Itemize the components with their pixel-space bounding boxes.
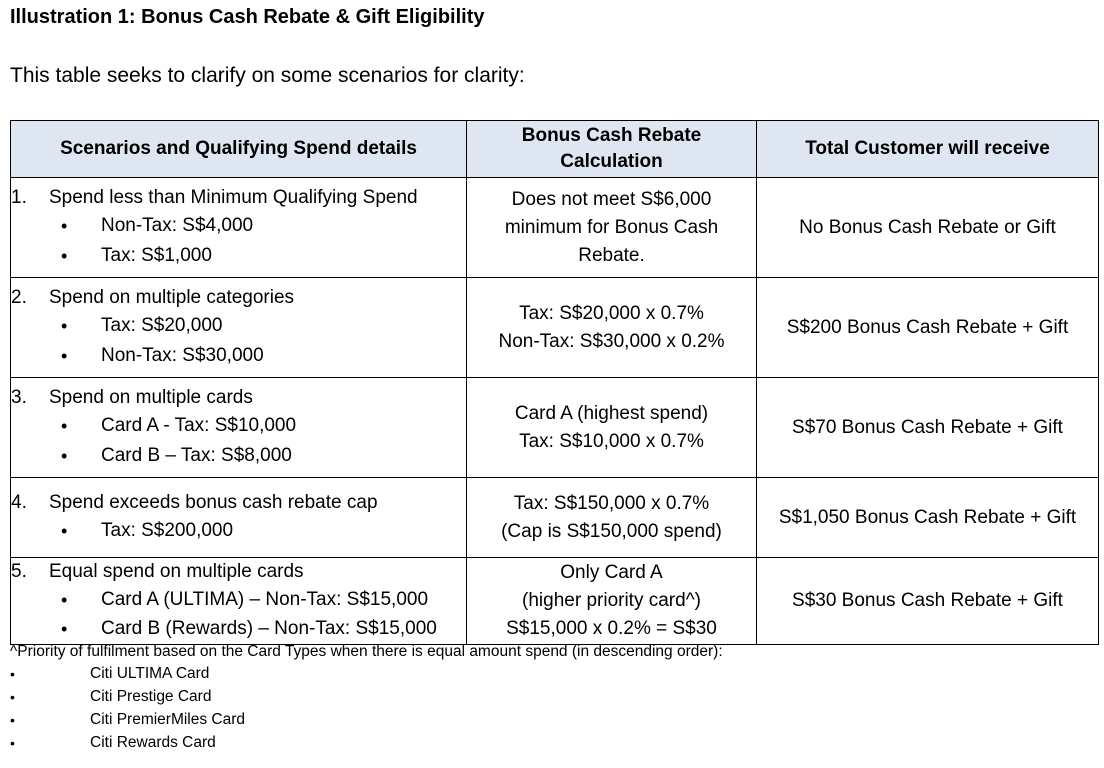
calculation-line: (higher priority card^) xyxy=(522,590,701,611)
calculation-line: Only Card A xyxy=(560,562,663,583)
calculation-line: Card A (highest spend) xyxy=(514,402,709,424)
scenario-number: 4. xyxy=(11,491,27,513)
header-calculation xyxy=(467,121,757,178)
calculation-cell xyxy=(467,478,757,558)
scenario-title: Spend on multiple cards xyxy=(49,386,253,408)
header-calc-line: Bonus Cash Rebate xyxy=(521,125,702,146)
scenario-title: Equal spend on multiple cards xyxy=(49,561,304,582)
bullet-icon xyxy=(11,412,101,442)
calculation-line: Tax: S$150,000 x 0.7% xyxy=(513,492,710,514)
scenario-cell xyxy=(11,558,467,645)
calculation-cell xyxy=(467,278,757,378)
scenario-bullet: Non-Tax: S$30,000 xyxy=(101,344,264,366)
intro-text: This table seeks to clarify on some scenarios for clarity: xyxy=(10,64,525,87)
footnote xyxy=(10,641,723,755)
scenario-bullet: Card A - Tax: S$10,000 xyxy=(101,415,297,437)
scenario-bullet: Tax: S$1,000 xyxy=(101,244,212,266)
bullet-icon xyxy=(11,212,101,242)
calculation-line: Tax: S$20,000 x 0.7% xyxy=(519,302,704,324)
list-item xyxy=(10,686,723,709)
calculation-cell xyxy=(467,558,757,645)
bullet-icon xyxy=(10,709,90,732)
header-calc-line: Calculation xyxy=(560,151,663,172)
table-row xyxy=(11,478,1099,558)
list-item xyxy=(10,663,723,686)
total-cell: S$200 Bonus Cash Rebate + Gift xyxy=(757,278,1099,378)
scenario-title: Spend on multiple categories xyxy=(49,286,295,308)
bullet-icon xyxy=(11,242,101,272)
scenario-title: Spend exceeds bonus cash rebate cap xyxy=(49,491,378,513)
scenarios-table xyxy=(10,120,1099,645)
scenario-cell xyxy=(11,478,467,558)
footnote-text: ^Priority of fulfilment based on the Card Types when there is equal amount spend (in descending order): xyxy=(10,643,723,660)
card-type-label: Citi Prestige Card xyxy=(90,688,212,705)
table-header-row xyxy=(11,121,1099,178)
table-row xyxy=(11,178,1099,278)
total-cell: S$1,050 Bonus Cash Rebate + Gift xyxy=(757,478,1099,558)
scenario-number: 3. xyxy=(11,386,27,408)
calculation-line: Does not meet S$6,000 xyxy=(511,188,712,210)
calculation-line: minimum for Bonus Cash xyxy=(504,216,719,238)
scenario-cell xyxy=(11,378,467,478)
scenario-cell xyxy=(11,278,467,378)
bullet-icon xyxy=(11,342,101,372)
table-row xyxy=(11,378,1099,478)
bullet-icon xyxy=(11,517,101,547)
list-item xyxy=(10,732,723,755)
bullet-icon xyxy=(11,442,101,472)
calculation-line: Non-Tax: S$30,000 x 0.2% xyxy=(498,330,725,352)
scenario-bullet: Card A (ULTIMA) – Non-Tax: S$15,000 xyxy=(101,589,429,610)
scenario-bullet: Non-Tax: S$4,000 xyxy=(101,215,254,237)
list-item xyxy=(10,709,723,732)
page-title: Illustration 1: Bonus Cash Rebate & Gift Eligibility xyxy=(10,6,485,28)
scenario-number: 5. xyxy=(11,561,27,582)
header-scenario: Scenarios and Qualifying Spend details xyxy=(11,121,467,178)
table-row xyxy=(11,278,1099,378)
bullet-icon xyxy=(10,732,90,755)
calculation-line: Rebate. xyxy=(578,244,645,266)
bullet-icon xyxy=(11,615,101,644)
card-type-label: Citi ULTIMA Card xyxy=(90,665,210,682)
total-cell: No Bonus Cash Rebate or Gift xyxy=(757,178,1099,278)
calculation-cell xyxy=(467,378,757,478)
calculation-cell xyxy=(467,178,757,278)
scenario-number: 2. xyxy=(11,286,27,308)
scenario-number: 1. xyxy=(11,186,27,208)
total-cell: S$70 Bonus Cash Rebate + Gift xyxy=(757,378,1099,478)
scenario-bullet: Card B – Tax: S$8,000 xyxy=(101,444,292,466)
calculation-line: S$15,000 x 0.2% = S$30 xyxy=(506,618,717,639)
calculation-line: Tax: S$10,000 x 0.7% xyxy=(519,430,704,452)
scenario-cell xyxy=(11,178,467,278)
card-type-label: Citi PremierMiles Card xyxy=(90,711,246,728)
total-cell: S$30 Bonus Cash Rebate + Gift xyxy=(757,558,1099,645)
bullet-icon xyxy=(10,686,90,709)
bullet-icon xyxy=(11,312,101,342)
bullet-icon xyxy=(11,586,101,615)
table-row xyxy=(11,558,1099,645)
scenario-bullet: Card B (Rewards) – Non-Tax: S$15,000 xyxy=(101,618,437,639)
scenario-title: Spend less than Minimum Qualifying Spend xyxy=(49,186,418,208)
calculation-line: (Cap is S$150,000 spend) xyxy=(501,520,722,542)
bullet-icon xyxy=(10,663,90,686)
scenario-bullet: Tax: S$200,000 xyxy=(101,520,234,541)
card-type-label: Citi Rewards Card xyxy=(90,734,216,751)
header-total: Total Customer will receive xyxy=(757,121,1099,178)
scenario-bullet: Tax: S$20,000 xyxy=(101,315,223,337)
